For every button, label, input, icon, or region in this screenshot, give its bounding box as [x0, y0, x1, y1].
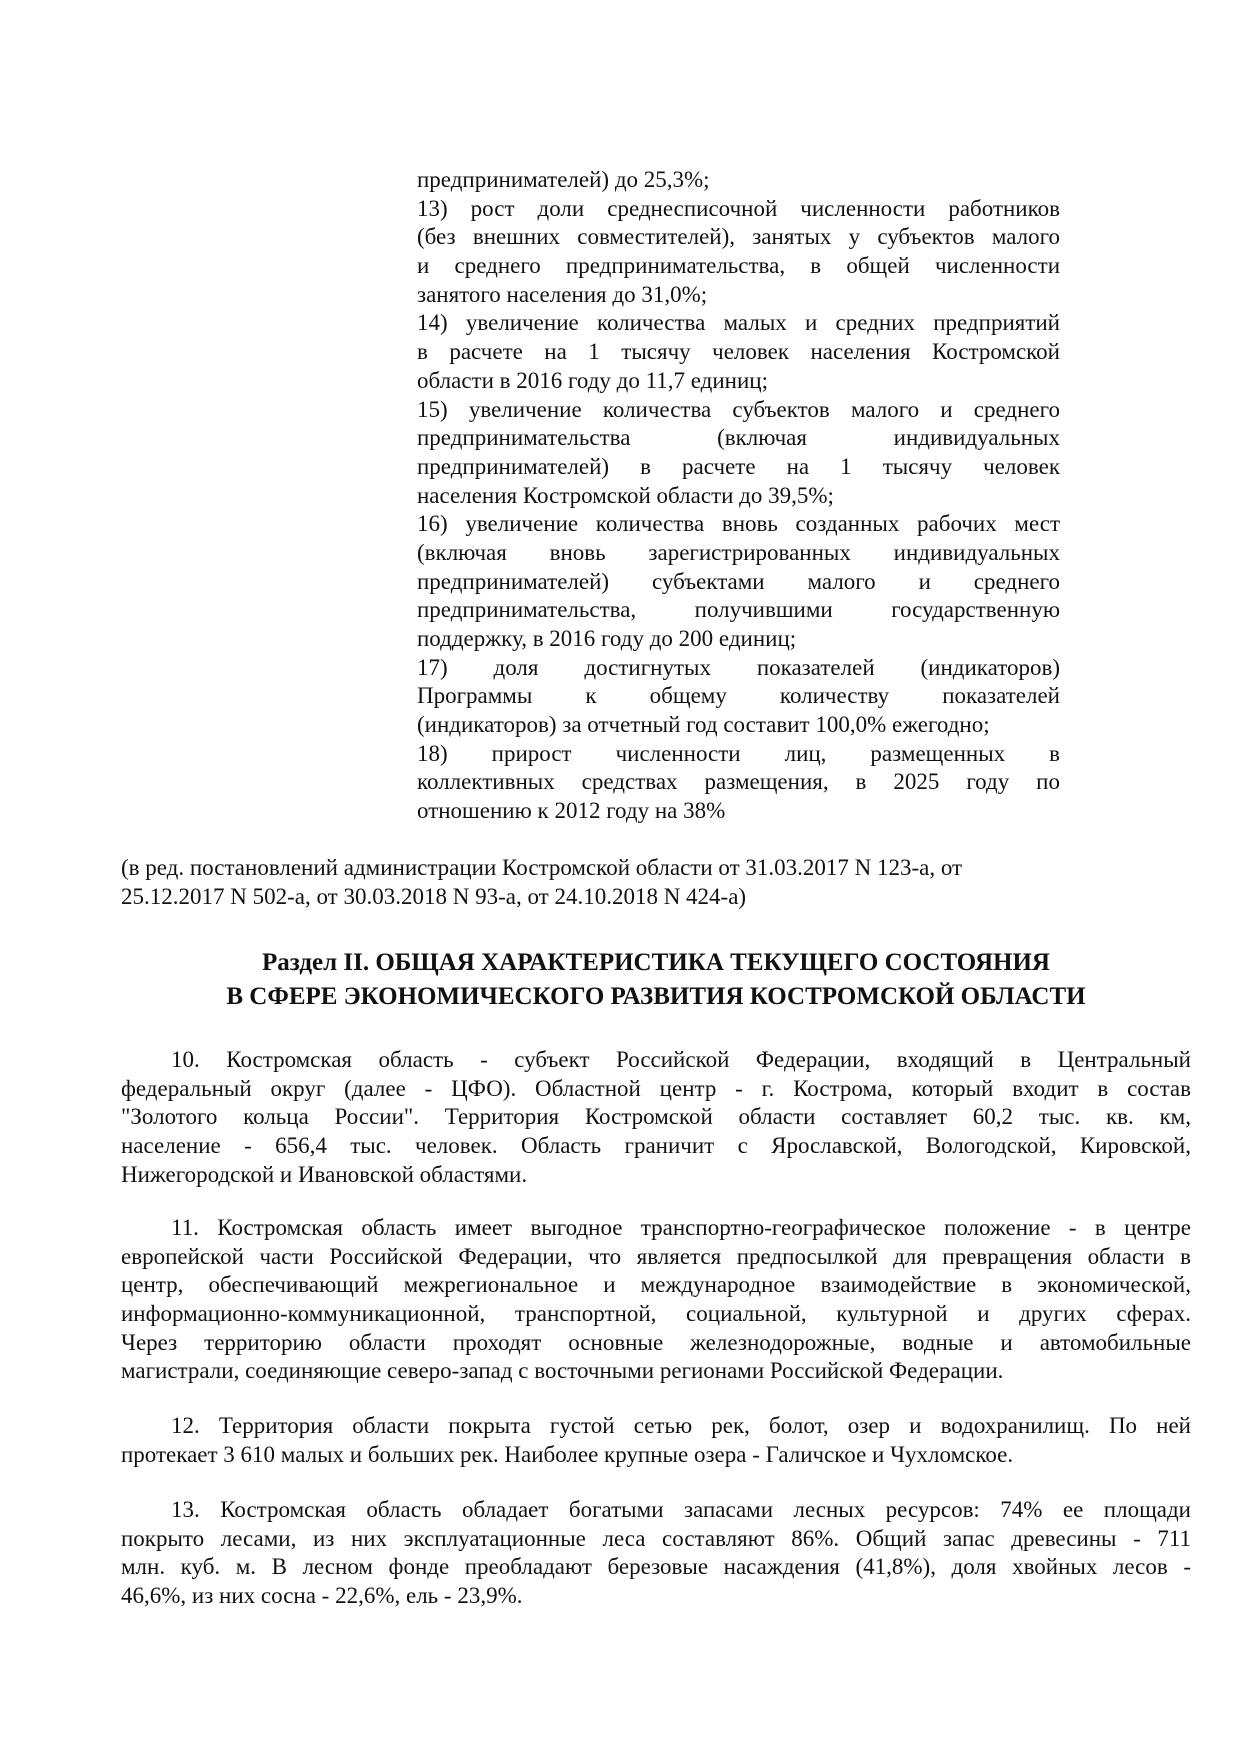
- heading-line: Раздел II. ОБЩАЯ ХАРАКТЕРИСТИКА ТЕКУЩЕГО СОСТОЯНИЯ: [261, 949, 1050, 976]
- paragraph-line: "Золотого кольца России". Территория Костромской области составляет 60,2 тыс. кв. км,: [121, 1104, 1191, 1130]
- paragraph-line: 10. Костромская область - субъект Российской Федерации, входящий в Центральный: [171, 1047, 1191, 1072]
- paragraph-line: протекает 3 610 малых и больших рек. Наиболее крупные озера - Галичское и Чухломское.: [121, 1441, 1014, 1467]
- goal-line: поддержку, в 2016 году до 200 единиц;: [417, 626, 797, 651]
- paragraph-line: информационно-коммуникационной, транспортной, социальной, культурной и других сферах.: [121, 1301, 1191, 1327]
- goal-line: занятого населения до 31,0%;: [417, 281, 708, 307]
- goal-line: (индикаторов) за отчетный год составит 100,0% ежегодно;: [417, 712, 990, 738]
- goal-line: предпринимательства, получившими государственную: [417, 597, 1060, 623]
- paragraph-line: 46,6%, из них сосна - 22,6%, ель - 23,9%.: [121, 1583, 523, 1609]
- heading-line: В СФЕРЕ ЭКОНОМИЧЕСКОГО РАЗВИТИЯ КОСТРОМСКОЙ ОБЛАСТИ: [226, 983, 1086, 1010]
- paragraph-line: население - 656,4 тыс. человек. Область граничит с Ярославской, Вологодской, Кировской,: [121, 1133, 1191, 1159]
- paragraph-line: 11. Костромская область имеет выгодное транспортно-географическое положение - в центре: [171, 1215, 1191, 1240]
- paragraph-13: [121, 1496, 1191, 1611]
- section-heading: [121, 946, 1191, 1014]
- goal-line: области в 2016 году до 11,7 единиц;: [417, 367, 768, 393]
- goal-line: населения Костромской области до 39,5%;: [417, 482, 834, 508]
- goal-line: (без внешних совместителей), занятых у субъектов малого: [417, 224, 1060, 250]
- paragraph-12: [121, 1412, 1191, 1469]
- goal-line: 15) увеличение количества субъектов малого и среднего: [417, 396, 1060, 422]
- goal-line: 18) прирост численности лиц, размещенных в: [417, 740, 1060, 766]
- paragraph-line: центр, обеспечивающий межрегиональное и международное взаимодействие в экономической,: [121, 1272, 1191, 1298]
- paragraph-line: европейской части Российской Федерации, что является предпосылкой для превращения области в: [121, 1243, 1191, 1269]
- note-line: (в ред. постановлений администрации Костромской области от 31.03.2017 N 123-а, от: [121, 855, 963, 880]
- paragraph-line: Через территорию области проходят основные железнодорожные, водные и автомобильные: [121, 1329, 1191, 1355]
- paragraph-line: покрыто лесами, из них эксплуатационные леса составляют 86%. Общий запас древесины - 711: [121, 1525, 1191, 1551]
- goal-line: 16) увеличение количества вновь созданных рабочих мест: [417, 511, 1060, 537]
- goal-line: (включая вновь зарегистрированных индивидуальных: [417, 539, 1060, 565]
- amendment-note: [121, 854, 1191, 911]
- goal-line: и среднего предпринимательства, в общей численности: [417, 253, 1060, 279]
- goal-line: предпринимательства (включая индивидуальных: [417, 425, 1060, 451]
- note-line: 25.12.2017 N 502-а, от 30.03.2018 N 93-а, от 24.10.2018 N 424-а): [121, 883, 747, 909]
- paragraph-line: Нижегородской и Ивановской областями.: [121, 1161, 528, 1187]
- goal-line: предпринимателей) субъектами малого и среднего: [417, 568, 1060, 594]
- paragraph-10: [121, 1046, 1191, 1189]
- paragraph-line: 13. Костромская область обладает богатыми запасами лесных ресурсов: 74% ее площади: [171, 1497, 1191, 1522]
- goal-line: предпринимателей) до 25,3%;: [417, 167, 710, 192]
- goal-line: в расчете на 1 тысячу человек населения Костромской: [417, 339, 1060, 365]
- paragraph-line: федеральный округ (далее - ЦФО). Областной центр - г. Кострома, который входит в состав: [121, 1075, 1191, 1101]
- paragraph-line: магистрали, соединяющие северо-запад с восточными регионами Российской Федерации.: [121, 1358, 1004, 1384]
- paragraph-line: 12. Территория области покрыта густой сетью рек, болот, озер и водохранилищ. По ней: [171, 1413, 1191, 1438]
- goal-line: Программы к общему количеству показателей: [417, 683, 1060, 709]
- paragraph-11: [121, 1214, 1191, 1386]
- goal-line: 13) рост доли среднесписочной численности работников: [417, 195, 1060, 221]
- goal-line: коллективных средствах размещения, в 2025 году по: [417, 769, 1060, 795]
- goal-line: 17) доля достигнутых показателей (индикаторов): [417, 654, 1060, 680]
- goals-list: [417, 166, 1060, 826]
- goal-line: предпринимателей) в расчете на 1 тысячу человек: [417, 453, 1060, 479]
- goal-line: отношению к 2012 году на 38%: [417, 798, 726, 824]
- paragraph-line: млн. куб. м. В лесном фонде преобладают березовые насаждения (41,8%), доля хвойных лесов -: [121, 1554, 1191, 1580]
- goal-line: 14) увеличение количества малых и средних предприятий: [417, 310, 1060, 336]
